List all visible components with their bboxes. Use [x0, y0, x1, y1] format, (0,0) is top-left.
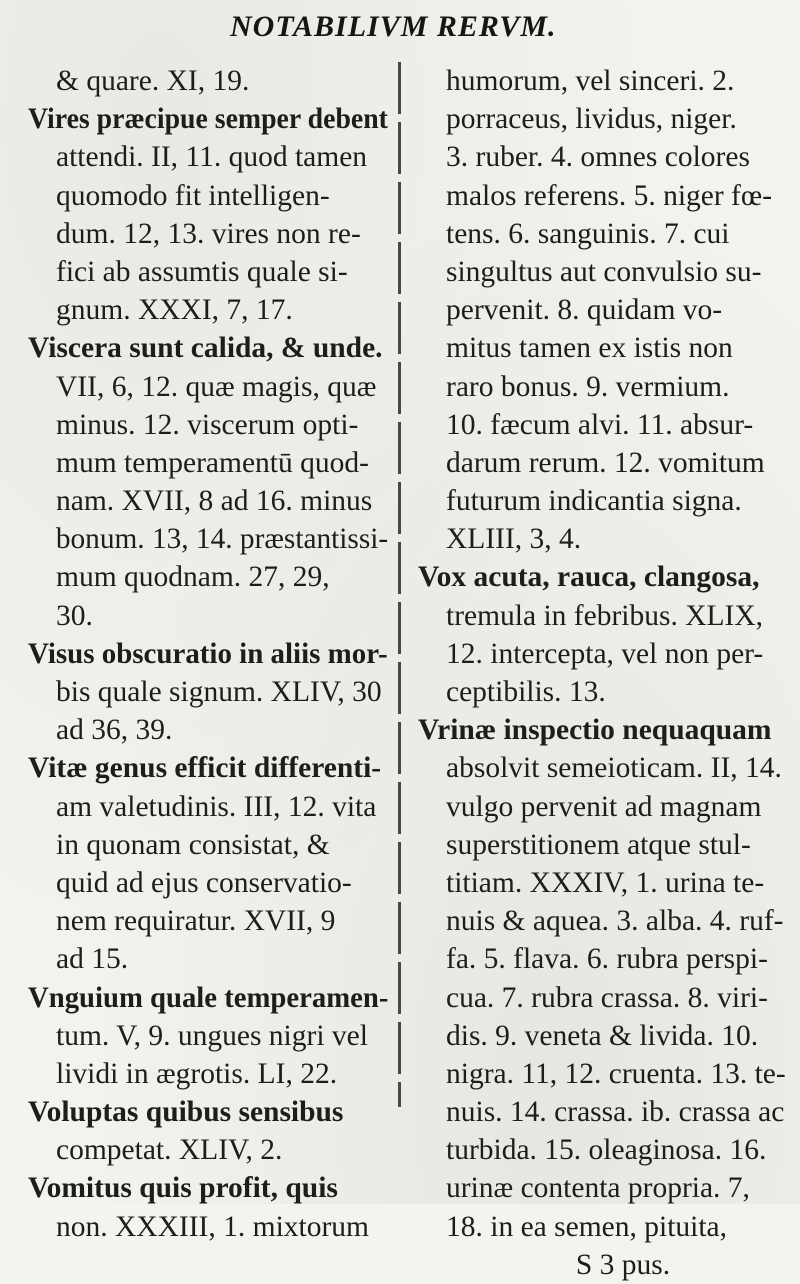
- index-line: non. XXXIII, 1. mixtorum: [56, 1210, 369, 1243]
- index-line: absolvit semeioticam. II, 14.: [446, 752, 782, 785]
- index-entry-start: Vitæ genus efficit differenti-: [28, 752, 382, 785]
- index-line: nuis. 14. crassa. ib. crassa ac: [446, 1096, 785, 1129]
- index-line: attendi. II, 11. quod tamen: [56, 141, 368, 174]
- index-line: urinæ contenta propria. 7,: [446, 1172, 750, 1205]
- index-line: nuis & aquea. 3. alba. 4. ruf-: [446, 905, 784, 938]
- index-line: tens. 6. sanguinis. 7. cui: [446, 217, 730, 250]
- index-line: turbida. 15. oleaginosa. 16.: [446, 1134, 767, 1167]
- index-line: bonum. 13, 14. præstantissi-: [55, 523, 389, 556]
- index-line: dum. 12, 13. vires non re-: [56, 217, 361, 250]
- index-line: nem requiratur. XVII, 9: [56, 905, 336, 938]
- index-column-left: [28, 62, 388, 1246]
- index-line: nam. XVII, 8 ad 16. minus: [56, 485, 373, 518]
- index-line: vulgo pervenit ad magnam: [446, 790, 762, 823]
- index-entry-start: Viscera sunt calida, & unde.: [28, 332, 383, 365]
- index-line: porraceus, lividus, niger.: [446, 103, 737, 136]
- index-line: lividi in ægrotis. LI, 22.: [56, 1057, 338, 1090]
- index-line: superstitionem atque stul-: [446, 828, 751, 861]
- index-line: quid ad ejus conservatio-: [56, 866, 352, 899]
- index-line: futurum indicantia signa.: [446, 485, 742, 518]
- index-line: gnum. XXXI, 7, 17.: [56, 294, 293, 327]
- index-line: minus. 12. viscerum opti-: [56, 408, 359, 441]
- index-line: dis. 9. veneta & livida. 10.: [446, 1019, 759, 1052]
- index-line: XLIII, 3, 4.: [446, 523, 582, 556]
- index-line: quomodo fit intelligen-: [56, 179, 330, 212]
- index-line: mum temperamentū quod-: [56, 446, 369, 479]
- running-head: NOTABILIVM RERVM.: [230, 10, 557, 43]
- index-entry-start: Vomitus quis profit, quis: [28, 1172, 338, 1205]
- index-line: am valetudinis. III, 12. vita: [56, 790, 377, 823]
- index-line: 30.: [56, 599, 93, 632]
- index-entry-start: Vox acuta, rauca, clangosa,: [418, 561, 760, 594]
- index-line: mitus tamen ex istis non: [446, 332, 733, 365]
- index-line: bis quale signum. XLIV, 30: [56, 676, 382, 708]
- index-line: ceptibilis. 13.: [446, 676, 606, 708]
- index-line: 12. intercepta, vel non per-: [446, 637, 764, 670]
- index-entry-start: Visus obscuratio in aliis mor-: [28, 637, 388, 670]
- index-line: singultus aut convulsio su-: [446, 255, 762, 288]
- index-line: darum rerum. 12. vomitum: [446, 446, 765, 479]
- index-column-right: [418, 62, 788, 1284]
- index-line: S 3 pus.: [575, 1248, 671, 1281]
- index-line: VII, 6, 12. quæ magis, quæ: [56, 370, 377, 403]
- index-entry-start: Vires præcipue semper debent: [28, 103, 388, 136]
- index-line: 3. ruber. 4. omnes colores: [446, 141, 750, 174]
- index-entry-start: Voluptas quibus sensibus: [28, 1096, 344, 1129]
- index-line: tremula in febribus. XLIX,: [446, 599, 764, 632]
- index-line: nigra. 11, 12. cruenta. 13. te-: [446, 1057, 786, 1090]
- index-entry-start: Vrinæ inspectio nequaquam: [418, 714, 772, 747]
- index-line: & quare. XI, 19.: [56, 65, 250, 97]
- index-line: humorum, vel sinceri. 2.: [446, 65, 735, 97]
- index-line: fici ab assumtis quale si-: [56, 255, 348, 288]
- index-line: tum. V, 9. ungues nigri vel: [56, 1019, 368, 1052]
- index-line: competat. XLIV, 2.: [56, 1134, 283, 1167]
- index-line: pervenit. 8. quidam vo-: [446, 294, 723, 327]
- index-line: cua. 7. rubra crassa. 8. viri-: [446, 981, 768, 1014]
- index-line: fa. 5. flava. 6. rubra perspi-: [446, 943, 768, 976]
- index-line: titiam. XXXIV, 1. urina te-: [446, 866, 765, 899]
- index-entry-start: Vnguium quale temperamen-: [28, 981, 389, 1014]
- index-line: malos referens. 5. niger fœ-: [446, 179, 773, 212]
- column-divider: [398, 62, 401, 1107]
- index-line: ad 15.: [56, 943, 129, 976]
- index-line: 18. in ea semen, pituita,: [446, 1210, 727, 1243]
- index-line: 10. fæcum alvi. 11. absur-: [446, 408, 754, 441]
- index-line: mum quodnam. 27, 29,: [56, 561, 330, 594]
- index-line: ad 36, 39.: [56, 714, 173, 747]
- index-line: in quonam consistat, &: [56, 828, 330, 861]
- index-line: raro bonus. 9. vermium.: [446, 370, 730, 403]
